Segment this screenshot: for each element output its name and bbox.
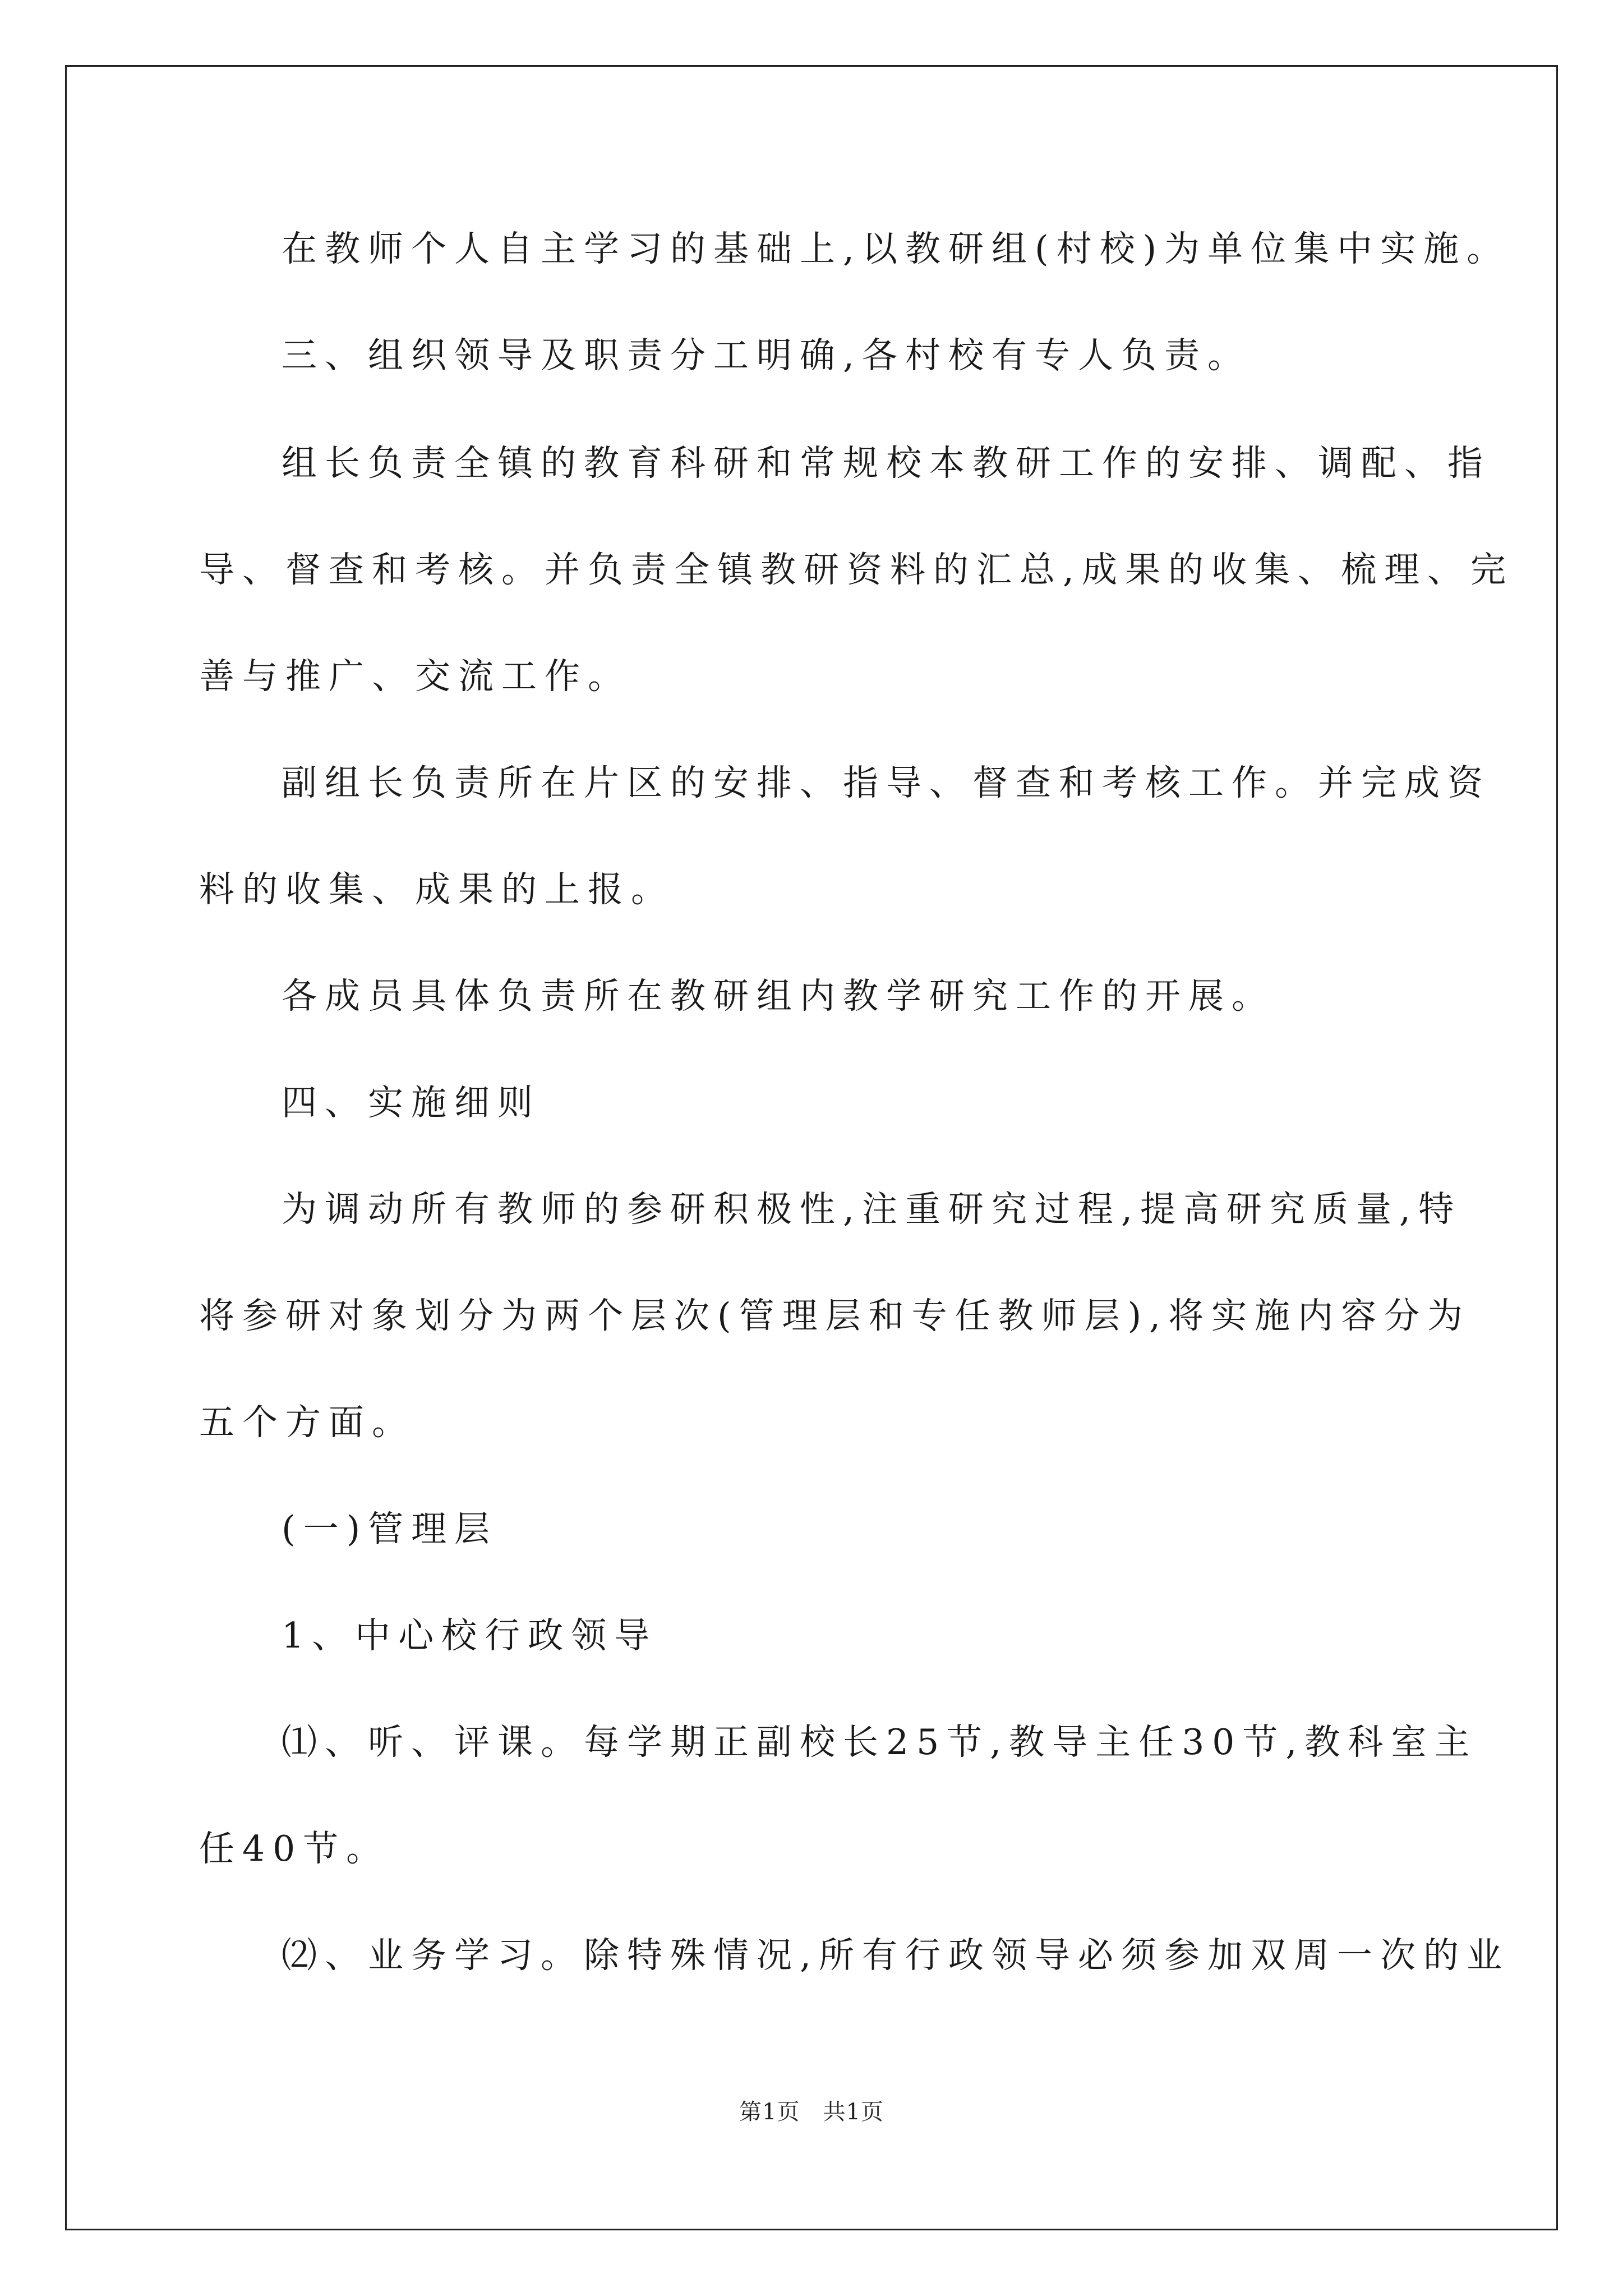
paragraph-line: 任40节。: [199, 1828, 390, 1869]
page-border: [65, 65, 1558, 2230]
paragraph-line: 副组长负责所在片区的安排、指导、督查和考核工作。并完成资: [282, 762, 1491, 803]
section-heading: 四、实施细则: [282, 1082, 541, 1123]
paragraph-line: 组长负责全镇的教育科研和常规校本教研工作的安排、调配、指: [282, 443, 1491, 484]
paragraph-line: ⑴、听、评课。每学期正副校长25节,教导主任30节,教科室主: [282, 1722, 1478, 1763]
paragraph-line: 在教师个人自主学习的基础上,以教研组(村校)为单位集中实施。: [282, 228, 1510, 269]
paragraph-line: 为调动所有教师的参研积极性,注重研究过程,提高研究质量,特: [282, 1189, 1462, 1230]
paragraph-line: 料的收集、成果的上报。: [199, 869, 674, 910]
paragraph-line: 将参研对象划分为两个层次(管理层和专任教师层),将实施内容分为: [199, 1295, 1471, 1336]
subsection-heading: 1、中心校行政领导: [282, 1615, 658, 1656]
paragraph-line: 三、组织领导及职责分工明确,各村校有专人负责。: [282, 335, 1251, 376]
paragraph-line: 五个方面。: [199, 1402, 415, 1443]
paragraph-line: 各成员具体负责所在教研组内教学研究工作的开展。: [282, 976, 1275, 1016]
paragraph-line: 导、督查和考核。并负责全镇教研资料的汇总,成果的收集、梳理、完: [199, 549, 1514, 590]
paragraph-line: ⑵、业务学习。除特殊情况,所有行政领导必须参加双周一次的业: [282, 1935, 1510, 1976]
page-number: 第1页 共1页: [739, 2099, 884, 2125]
subsection-heading: (一)管理层: [282, 1508, 498, 1549]
paragraph-line: 善与推广、交流工作。: [199, 656, 631, 697]
